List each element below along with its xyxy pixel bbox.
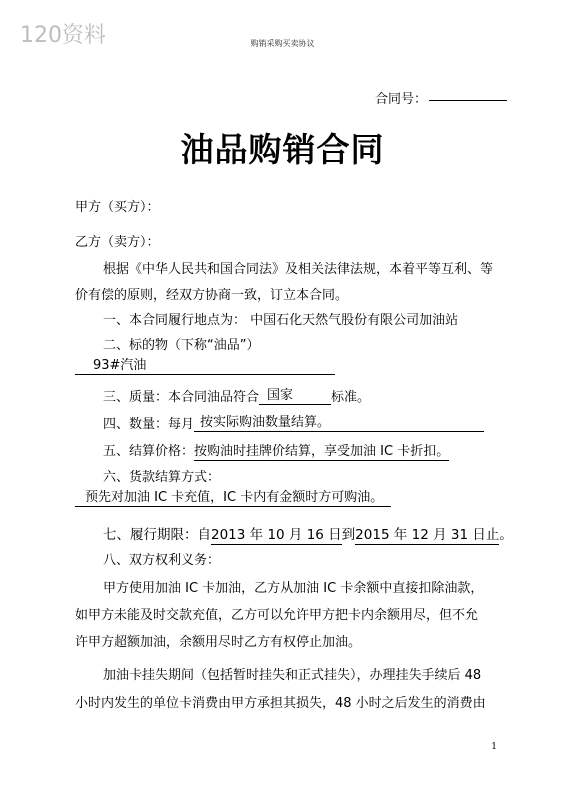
rights-line-3: 许甲方超额加油，余额用尽时乙方有权停止加油。 (75, 635, 362, 650)
product-blank (75, 360, 335, 375)
clause-7-mid: 到 (341, 527, 356, 543)
clause-4-value: 按实际购油数量结算。 (200, 415, 331, 430)
loss-line-2: 小时内发生的单位卡消费由甲方承担其损失，48 小时之后发生的消费由 (75, 696, 486, 711)
intro-line-1: 根据《中华人民共和国合同法》及相关法律法规，本着平等互利、等 (103, 262, 494, 277)
contract-number-blank (429, 99, 507, 101)
payment-method-line (75, 492, 391, 507)
page-header: 购销采购买卖协议 (250, 39, 315, 48)
clause-3-prefix: 三、质量：本合同油品符合 (103, 390, 260, 405)
loss-line-1: 加油卡挂失期间（包括暂时挂失和正式挂失），办理挂失手续后 48 (103, 668, 482, 683)
clause-3-suffix: 标准。 (331, 390, 371, 405)
clause-7-start: 2013 年 10 月 16 日 (211, 527, 342, 543)
intro-line-2: 价有偿的原则，经双方协商一致，订立本合同。 (75, 288, 349, 303)
clause-7-end: 2015 年 12 月 31 日止 (355, 527, 500, 543)
payment-method-blank (75, 492, 391, 507)
clause-3-value: 国家 (267, 388, 294, 403)
clause-5-prefix: 五、结算价格： (103, 444, 195, 459)
clause-8: 八、双方权利义务： (103, 553, 221, 568)
clause-3-blank (259, 390, 331, 405)
clause-3 (103, 386, 370, 405)
clause-7-prefix: 七、履行期限：自 (103, 527, 211, 543)
clause-5 (103, 440, 449, 459)
rights-line-2: 如甲方未能及时交款充值，乙方可以允许甲方把卡内余额用尽，但不允 (75, 608, 479, 623)
party-b: 乙方（卖方）： (75, 235, 160, 250)
clause-7 (103, 523, 513, 543)
contract-number (375, 88, 507, 107)
product-line (75, 360, 335, 375)
watermark: 120资料 (20, 23, 106, 48)
rights-line-1: 甲方使用加油 IC 卡加油，乙方从加油 IC 卡余额中直接扣除油款， (103, 581, 484, 596)
clause-2: 二、标的物（下称“油品”） (103, 338, 260, 353)
clause-1: 一、本合同履行地点为： 中国石化天然气股份有限公司加油站 (103, 313, 459, 328)
clause-4 (103, 413, 484, 432)
clause-5-value: 按购油时挂牌价结算，享受加油 IC 卡折扣。 (194, 444, 450, 459)
document-title: 油品购销合同 (180, 130, 385, 169)
payment-method-value: 预先对加油 IC 卡充值，IC 卡内有金额时方可购油。 (85, 490, 384, 505)
contract-number-label: 合同号： (375, 92, 428, 107)
page-number: 1 (491, 742, 497, 752)
product-value: 93#汽油 (93, 358, 147, 373)
clause-4-prefix: 四、数量：每月 (103, 417, 195, 432)
clause-6: 六、货款结算方式： (103, 470, 221, 485)
clause-4-blank (194, 417, 484, 432)
party-a: 甲方（买方）： (75, 200, 160, 215)
clause-7-suffix: 。 (499, 527, 513, 543)
